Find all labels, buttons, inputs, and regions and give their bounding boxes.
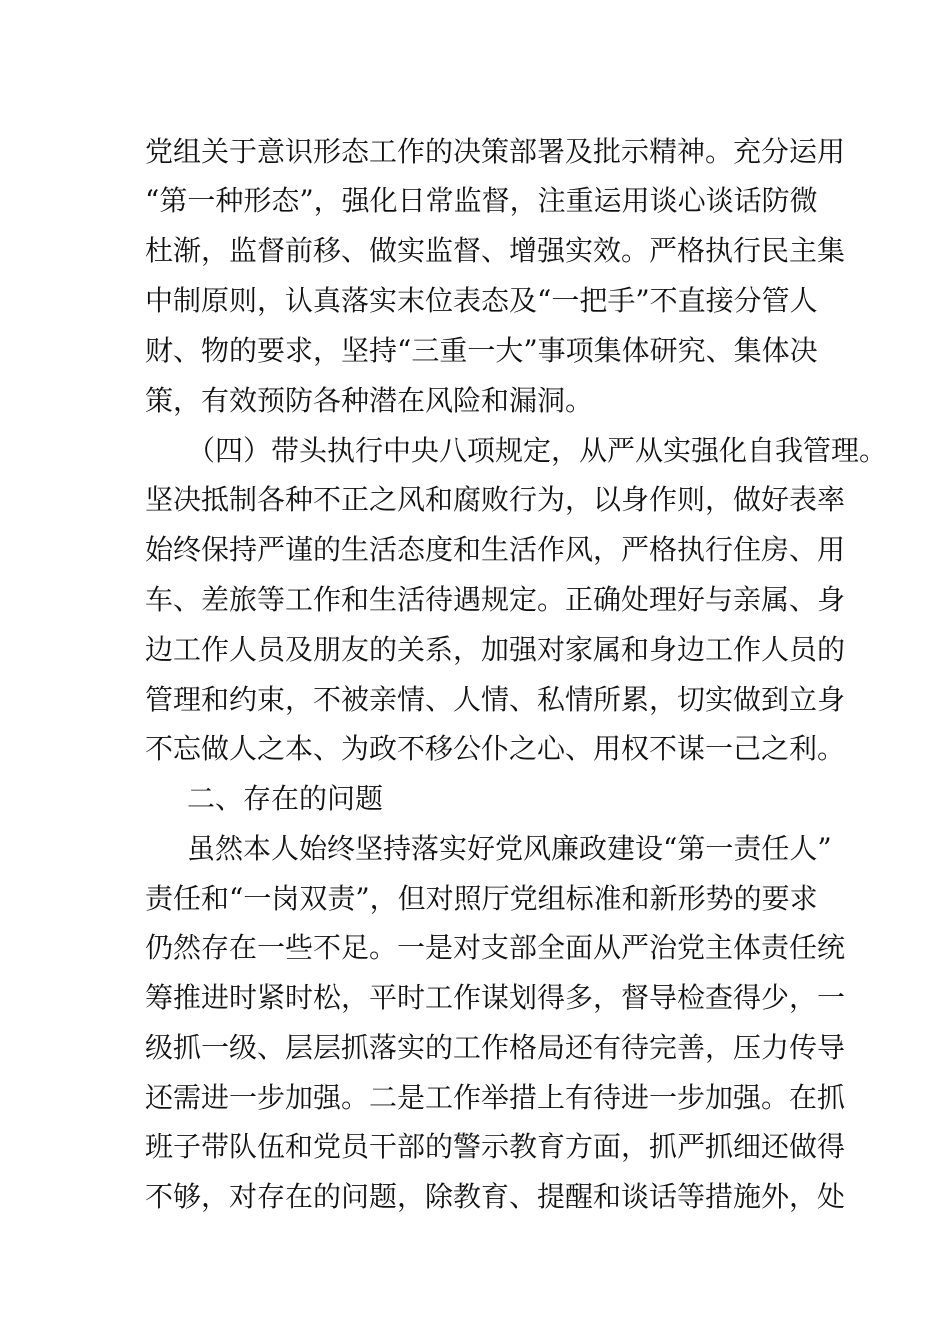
text-line-18: 筹推进时紧时松，平时工作谋划得多，督导检查得少，一 (145, 981, 846, 1014)
text-line-15: 虽然本人始终坚持落实好党风廉政建设“第一责任人” (187, 832, 832, 865)
text-line-8: 坚决抵制各种不正之风和腐败行为，以身作则，做好表率 (145, 483, 846, 516)
text-line-22: 不够，对存在的问题，除教育、提醒和谈话等措施外，处 (145, 1180, 846, 1213)
text-line-16: 责任和“一岗双责”，但对照厅党组标准和新形势的要求 (145, 882, 818, 915)
text-line-10: 车、差旅等工作和生活待遇规定。正确处理好与亲属、身 (145, 583, 846, 616)
text-line-13: 不忘做人之本、为政不移公仆之心、用权不谋一己之利。 (145, 732, 846, 765)
text-line-11: 边工作人员及朋友的关系，加强对家属和身边工作人员的 (145, 633, 846, 666)
text-line-3: 杜渐，监督前移、做实监督、增强实效。严格执行民主集 (145, 234, 846, 267)
text-line-20: 还需进一步加强。二是工作举措上有待进一步加强。在抓 (145, 1081, 846, 1114)
section-heading-problems: 二、存在的问题 (187, 782, 384, 815)
text-line-4: 中制原则，认真落实末位表态及“一把手”不直接分管人 (145, 284, 818, 317)
text-line-2: “第一种形态”，强化日常监督，注重运用谈心谈话防微 (145, 184, 818, 217)
text-line-12: 管理和约束，不被亲情、人情、私情所累，切实做到立身 (145, 683, 846, 716)
section-heading-four: （四）带头执行中央八项规定，从严从实强化自我管理。 (187, 434, 888, 467)
text-line-5: 财、物的要求，坚持“三重一大”事项集体研究、集体决 (145, 334, 818, 367)
text-line-1: 党组关于意识形态工作的决策部署及批示精神。充分运用 (145, 135, 846, 168)
text-line-21: 班子带队伍和党员干部的警示教育方面，抓严抓细还做得 (145, 1130, 846, 1163)
text-line-9: 始终保持严谨的生活态度和生活作风，严格执行住房、用 (145, 533, 846, 566)
text-line-17: 仍然存在一些不足。一是对支部全面从严治党主体责任统 (145, 931, 846, 964)
text-line-19: 级抓一级、层层抓落实的工作格局还有待完善，压力传导 (145, 1031, 846, 1064)
text-line-6: 策，有效预防各种潜在风险和漏洞。 (145, 384, 594, 417)
